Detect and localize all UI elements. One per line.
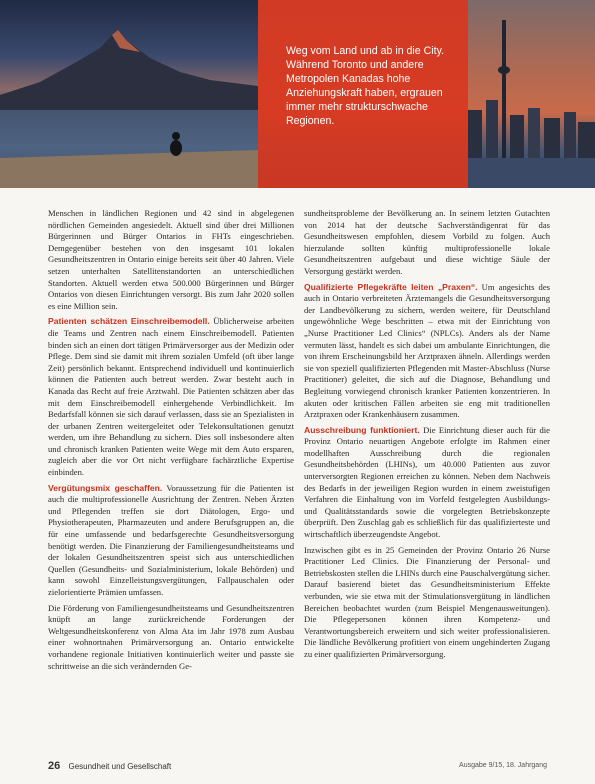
- page-footer: [48, 760, 171, 772]
- subheading: Qualifizierte Pflegekräfte leiten „Praxen“.: [304, 281, 478, 292]
- left-column: [48, 208, 294, 676]
- section-name: Gesundheit und Gesellschaft: [68, 762, 172, 771]
- issue-info: Ausgabe 9/15, 18. Jahrgang: [459, 762, 547, 769]
- paragraph: Patienten schätzen Einschreibemodell. Üblicherweise arbeiten die Teams und Zentren nach einem Einschreibemodell. Patienten binden sich an einen dort tätigen Primärversorger aus der Medizin oder Pflege. Dem sind sie damit mit ihrem sozialen Umfeld (oft über lange Zeit) persönlich bekannt. Entsprechend individuell und kontinuierlich können die Patienten auch betreut werden. Zwar besteht auch in Kanada das Recht auf freie Arztwahl. Die Patienten schätzen aber das mit dem Einschreibemodell einhergehende Verbindlichkeit. Im Bedarfsfall können sie sich darauf verlassen, dass sie an Spezialisten in der urbanen Zentren weitergeleitet oder Telekonsultationen genutzt werden, um ihre Behandlung zu sichern. Dies soll insbesondere alten und chronisch kranken Patienten weite Wege mit dem Auto ersparen, zugleich aber die vor Ort nicht verfügbare fachärztliche Expertise einbinden.: [48, 316, 295, 478]
- subheading: Vergütungsmix geschaffen.: [48, 482, 163, 493]
- paragraph: Vergütungsmix geschaffen. Voraussetzung für die Patienten ist auch die multiprofessionelle Ausrichtung der Zentren. Neben Ärzten und Pflegenden treffen sie dort Diätologen, Ergo- und Physiotherapeuten, Pharmazeuten und andere Berufsgruppen an, die für eine umfassende und bedarfsgerechte Gesundheitsversorgung benötigt werden. Die Finanzierung der Familiengesundheitsteams und der lokalen Gesundheitszentren speist sich aus unterschiedlichen Quellen (Gesundheits- und Sozialministerium, lokale Behörden) und kann sowohl Einzelleistungsvergütungen, Fallpauschalen oder zielorientierte Prämien umfassen.: [48, 482, 294, 597]
- mountain-illustration: [0, 0, 258, 188]
- paragraph: Inzwischen gibt es in 25 Gemeinden der Provinz Ontario 26 Nurse Practitioner Led Clinics. Die Finanzierung der Personal- und Betriebskosten stellen die LHINs durch eine Pauschalvergütung sicher. Darauf basierend bietet das Gesundheitsministerium Effekte verbunden, wie sie etwa mit der Stimulationsvergütung in ländlichen Bereichen beobachtet wurden (zum Beispiel Mengenausweitungen). Die Pflegepersonen können ihren Kompetenz- und Verantwortungsbereich erweitern und sich weiter professionalisieren. Die ländliche Bevölkerung profitiert von einem ungehinderten Zugang zu einer qualifizierten Primärversorgung.: [304, 544, 550, 659]
- subheading: Ausschreibung funktioniert.: [304, 424, 420, 435]
- hero-image-strip: [0, 0, 595, 188]
- page-number: 26: [48, 760, 61, 772]
- subheading: Patienten schätzen Einschreibemodell.: [48, 316, 210, 327]
- paragraph: Die Förderung von Familiengesundheitsteams und Gesundheitszentren knüpft an lange zurückreichende Forderungen der Weltgesundheitskonferenz von Alma Ata im Jahr 1978 zum Ausbau einer wohnortnahen Primärversorgung an. Ontario entwickelte vorhandene regionale Initiativen kontinuierlich weiter und passte sie schrittweise an die sich verändernden Ge-: [48, 602, 294, 671]
- paragraph: Ausschreibung funktioniert. Die Einrichtung dieser auch für die Provinz Ontario neuartigen Angebote erfolgte im Rahmen einer modellhaften Ausschreibung durch die regionalen Gesundheitsbehörden (LHINs), um 40.000 Patienten aus zuvor unterversorgten Regionen erreichen zu können. Neben dem Nachweis des Bedarfs in der jeweiligen Region wurden in einem zweistufigen Verfahren die Einhaltung von im Vorfeld festgelegten Ausbildungs- und Qualitätsstandards sowie die vorgelegten Betriebskonzepte überprüft. Den Zuschlag gab es schließlich für das qualifizierteste und wirtschaftlich überzeugendste Angebot.: [304, 424, 550, 540]
- right-column: [304, 208, 550, 665]
- paragraph: Menschen in ländlichen Regionen und 42 sind in abgelegenen nördlichen Gemeinden angesiedelt. Aktuell sind über drei Millionen Bürgerinnen und Bürger Ontarios in FHTs eingeschrieben. Demgegenüber bestehen von den insgesamt 101 lokalen Gesundheitszentren in Ontario einige bereits seit über 40 Jahren. Viele setzen unterhalten Satellitenstandorten an unterschiedlichen Standorten. Aktuell werden etwa 500.000 Bürgerinnen und Bürger Ontarios von diesen Einrichtungen versorgt. Bis zum Jahr 2020 sollen es eine Million sein.: [48, 208, 294, 311]
- paragraph: Qualifizierte Pflegekräfte leiten „Praxen“. Um angesichts des auch in Ontario verbreiteten Ärztemangels die Gesundheitsversorgung der Landbevölkerung zu sichern, werden weitere, für Deutschland ungewöhnliche Wege beschritten – etwa mit der Einrichtung von „Nurse Practitioner Led Clinics“ (NPLCs). Anders als der Name vermuten lässt, handelt es sich dabei um ambulante Einrichtungen, die von ihrem Erscheinungsbild her Arztpraxen ähneln. Allerdings werden sie von speziell qualifizierten Pflegenden mit Master-Abschluss (Nurse Practitioner) geleitet, die sich auf die Diagnose, Behandlung und Begleitung vorwiegend chronisch kranker Patienten konzentrieren. In akuten oder kritischen Fällen arbeiten sie eng mit traditionellen Arztpraxen oder Krankenhäusern zusammen.: [304, 281, 551, 420]
- paragraph: sundheitsprobleme der Bevölkerung an. In seinem letzten Gutachten von 2014 hat der deutsche Sachverständigenrat für das Gesundheitswesen empfohlen, diesem Vorbild zu folgen. Auch hierzulande sollten künftig multiprofessionelle lokale Gesundheitszentren aufgebaut und diese wichtige Säule der Versorgung gestärkt werden.: [304, 208, 550, 276]
- image-caption: Weg vom Land und ab in die City. Während Toronto und andere Metropolen Kanadas hohe Anziehungskraft haben, ergrauen immer mehr strukturschwache Regionen.: [286, 45, 445, 127]
